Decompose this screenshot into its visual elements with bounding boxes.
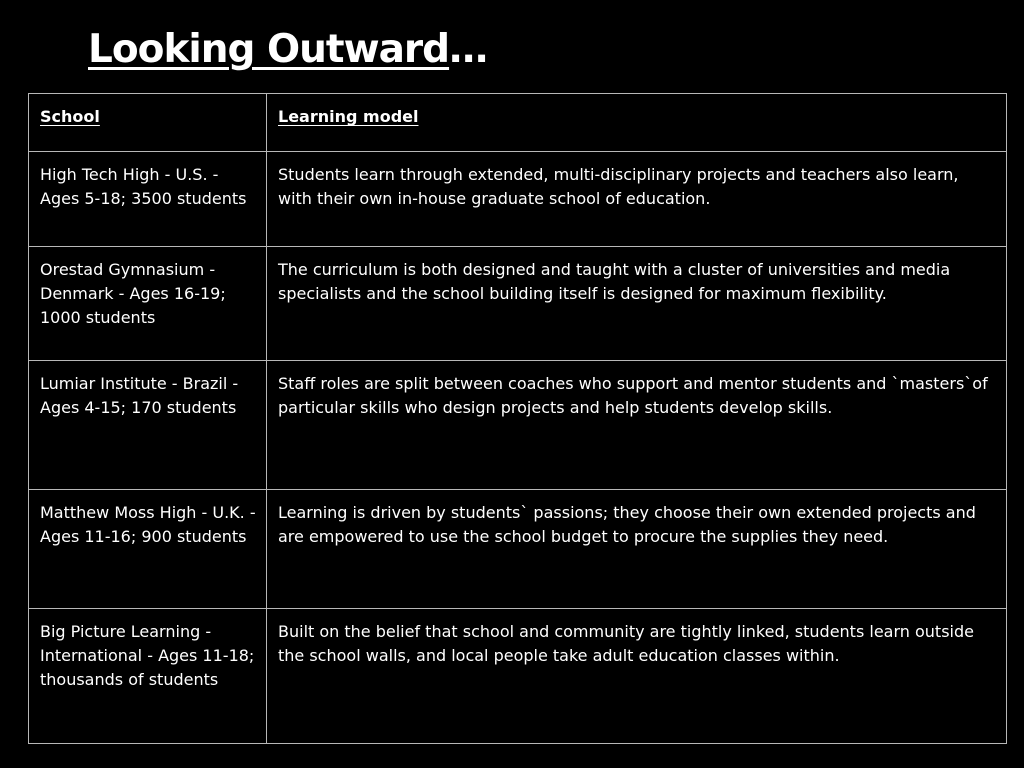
school-cell: Lumiar Institute - Brazil - Ages 4-15; 170 students: [29, 361, 267, 490]
header-cell-learning-model: [267, 94, 1007, 152]
learning-model-cell: Students learn through extended, multi-disciplinary projects and teachers also learn, with their own in-house graduate school of education.: [267, 152, 1007, 247]
header-label-learning-model: Learning model: [278, 107, 419, 126]
school-cell: Big Picture Learning - International - Ages 11-18; thousands of students: [29, 609, 267, 744]
table-row: [29, 609, 1007, 744]
learning-model-cell: Learning is driven by students` passions; they choose their own extended projects and are empowered to use the school budget to procure the supplies they need.: [267, 490, 1007, 609]
learning-model-cell: Built on the belief that school and community are tightly linked, students learn outside the school walls, and local people take adult education classes within.: [267, 609, 1007, 744]
table-row: [29, 247, 1007, 361]
school-cell: High Tech High - U.S. - Ages 5-18; 3500 students: [29, 152, 267, 247]
header-cell-school: [29, 94, 267, 152]
schools-table: [28, 93, 1007, 744]
table-row: [29, 361, 1007, 490]
learning-model-cell: The curriculum is both designed and taught with a cluster of universities and media specialists and the school building itself is designed for maximum flexibility.: [267, 247, 1007, 361]
slide-title-ellipsis: …: [449, 27, 488, 72]
table-row: [29, 490, 1007, 609]
slide-title: [88, 24, 487, 76]
learning-model-cell: Staff roles are split between coaches who support and mentor students and `masters`of particular skills who design projects and help students develop skills.: [267, 361, 1007, 490]
table-header-row: [29, 94, 1007, 152]
school-cell: Matthew Moss High - U.K. - Ages 11-16; 900 students: [29, 490, 267, 609]
header-label-school: School: [40, 107, 100, 126]
table-row: [29, 152, 1007, 247]
slide-title-text: Looking Outward: [88, 27, 450, 72]
school-cell: Orestad Gymnasium - Denmark - Ages 16-19; 1000 students: [29, 247, 267, 361]
